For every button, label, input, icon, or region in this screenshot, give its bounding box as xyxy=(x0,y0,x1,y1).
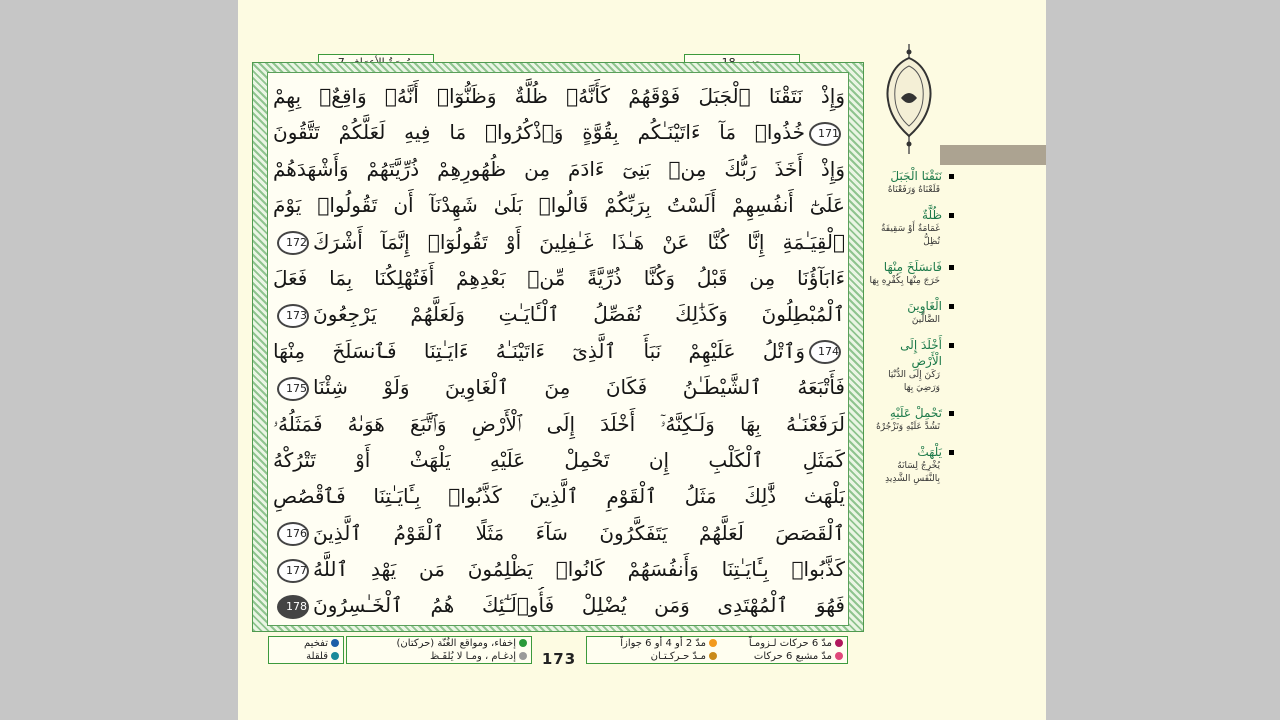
ayah-number: 178 xyxy=(277,595,309,619)
text-line: عَلَىٰٓ أَنفُسِهِمْ أَلَسْتُ بِرَبِّكُمْ قَالُوا۟ بَلَىٰ شَهِدْنَآ أَن تَقُولُوا۟ يَوْمَ xyxy=(273,193,845,218)
page-number: 173 xyxy=(541,650,577,668)
color-dot xyxy=(835,652,843,660)
hizb-ornament-icon xyxy=(884,44,934,154)
tajweed-legend-madd: مدّ 6 حركات لـزومـاً مدّ مشبع 6 حركات مدّ 2 أو 4 أو 6 جوازاً مـدّ حـركـتـان xyxy=(586,636,848,664)
ayah-number: 176 xyxy=(277,522,309,546)
quran-text xyxy=(273,78,845,626)
color-dot xyxy=(709,639,717,647)
text-line: ٱلْقَصَصَ لَعَلَّهُمْ يَتَفَكَّرُونَ سَآءَ مَثَلًا ٱلْقَوْمُ ٱلَّذِينَ176 xyxy=(273,515,845,551)
text-line: فَأَتْبَعَهُ ٱلشَّيْطَـٰنُ فَكَانَ مِنَ ٱلْغَاوِينَ وَلَوْ شِئْنَا175 xyxy=(273,369,845,405)
text-line: ٱلْقِيَـٰمَةِ إِنَّا كُنَّا عَنْ هَـٰذَا غَـٰفِلِينَ أَوْ تَقُولُوٓا۟ إِنَّمَآ أَشْرَكَ172 xyxy=(273,224,845,260)
glossary-item: تَحْمِلْ عَلَيْهِ تَشُدَّ عَلَيْهِ وَتَزْجُرْهُ xyxy=(868,405,956,434)
glossary-item: نَتَقْنَا الْجَبَلَ قَلَعْنَاهُ وَرَفَعْنَاهُ xyxy=(868,168,956,197)
glossary-item: يَلْهَثْ يُخْرِجُ لِسَانَهُ بِالنَّفَسِ الشَّدِيدِ xyxy=(868,444,956,486)
color-dot xyxy=(835,639,843,647)
glossary-item: ظُلَّةٌ غَمَامَةٌ أَوْ سَقِيفَةٌ تُظِلُّ xyxy=(868,207,956,249)
color-dot xyxy=(519,652,527,660)
tajweed-legend-tafkheem: تفخيم قلقلة xyxy=(268,636,344,664)
text-line: 174وَٱتْلُ عَلَيْهِمْ نَبَأَ ٱلَّذِىٓ ءَاتَيْنَـٰهُ ءَايَـٰتِنَا فَٱنسَلَخَ مِنْهَا xyxy=(273,338,839,363)
ayah-number: 175 xyxy=(277,377,309,401)
glossary-item: فَانسَلَخَ مِنْهَا خَرَجَ مِنْهَا بِكُفْرِهِ بِهَا xyxy=(868,259,956,288)
text-line: كَمَثَلِ ٱلْكَلْبِ إِن تَحْمِلْ عَلَيْهِ يَلْهَثْ أَوْ تَتْرُكْهُ xyxy=(273,447,845,472)
text-line: كَذَّبُوا۟ بِـَٔايَـٰتِنَا وَأَنفُسَهُمْ كَانُوا۟ يَظْلِمُونَ مَن يَهْدِ ٱللَّهُ177 xyxy=(273,551,845,587)
text-line: يَلْهَث ذَّٰلِكَ مَثَلُ ٱلْقَوْمِ ٱلَّذِينَ كَذَّبُوا۟ بِـَٔايَـٰتِنَا فَٱقْصُصِ xyxy=(273,484,845,509)
text-line: 171خُذُوا۟ مَآ ءَاتَيْنَـٰكُم بِقُوَّةٍ وَٱذْكُرُوا۟ مَا فِيهِ لَعَلَّكُمْ تَتَّقُونَ xyxy=(273,120,839,145)
text-line: ءَابَآؤُنَا مِن قَبْلُ وَكُنَّا ذُرِّيَّةً مِّنۢ بَعْدِهِمْ أَفَتُهْلِكُنَا بِمَا فَعَلَ xyxy=(273,265,845,290)
color-dot xyxy=(331,639,339,647)
ayah-number: 171 xyxy=(809,122,841,146)
text-line: ٱلْمُبْطِلُونَ وَكَذَٰلِكَ نُفَصِّلُ ٱلْـَٔايَـٰتِ وَلَعَلَّهُمْ يَرْجِعُونَ173 xyxy=(273,296,845,332)
color-dot xyxy=(331,652,339,660)
side-bar-strip xyxy=(940,145,1046,165)
color-dot xyxy=(519,639,527,647)
text-line: وَإِذْ نَتَقْنَا ٱلْجَبَلَ فَوْقَهُمْ كَأَنَّهُۥ ظُلَّةٌ وَظَنُّوٓا۟ أَنَّهُۥ وَاقِعٌۢ بِهِمْ xyxy=(273,84,845,108)
text-line: لَرَفَعْنَـٰهُ بِهَا وَلَـٰكِنَّهُۥٓ أَخْلَدَ إِلَى ٱلْأَرْضِ وَٱتَّبَعَ هَوَىٰهُ فَمَثَلُهُۥ xyxy=(273,411,845,436)
ayah-number: 173 xyxy=(277,304,309,328)
glossary-item: الْغَاوِينَ الضَّالِّينَ xyxy=(868,298,956,327)
ayah-number: 177 xyxy=(277,559,309,583)
ayah-number: 172 xyxy=(277,231,309,255)
tajweed-legend-ghunna: إخفاء، ومواقع الغُنّة (حركتان) إدغـام ، ومـا لا يُلفَـظ xyxy=(346,636,532,664)
color-dot xyxy=(709,652,717,660)
text-line: فَهُوَ ٱلْمُهْتَدِى وَمَن يُضْلِلْ فَأُو۟لَـٰٓئِكَ هُمُ ٱلْخَـٰسِرُونَ178 xyxy=(273,587,845,623)
text-line: وَإِذْ أَخَذَ رَبُّكَ مِنۢ بَنِىٓ ءَادَمَ مِن ظُهُورِهِمْ ذُرِّيَّتَهُمْ وَأَشْهَدَهُمْ xyxy=(273,156,845,181)
ayah-number: 174 xyxy=(809,340,841,364)
glossary-item: أَخْلَدَ إِلَى الْأَرْضِ رَكَنَ إِلَى الدُّنْيَا وَرَضِيَ بِهَا xyxy=(868,337,956,395)
glossary xyxy=(868,168,956,496)
